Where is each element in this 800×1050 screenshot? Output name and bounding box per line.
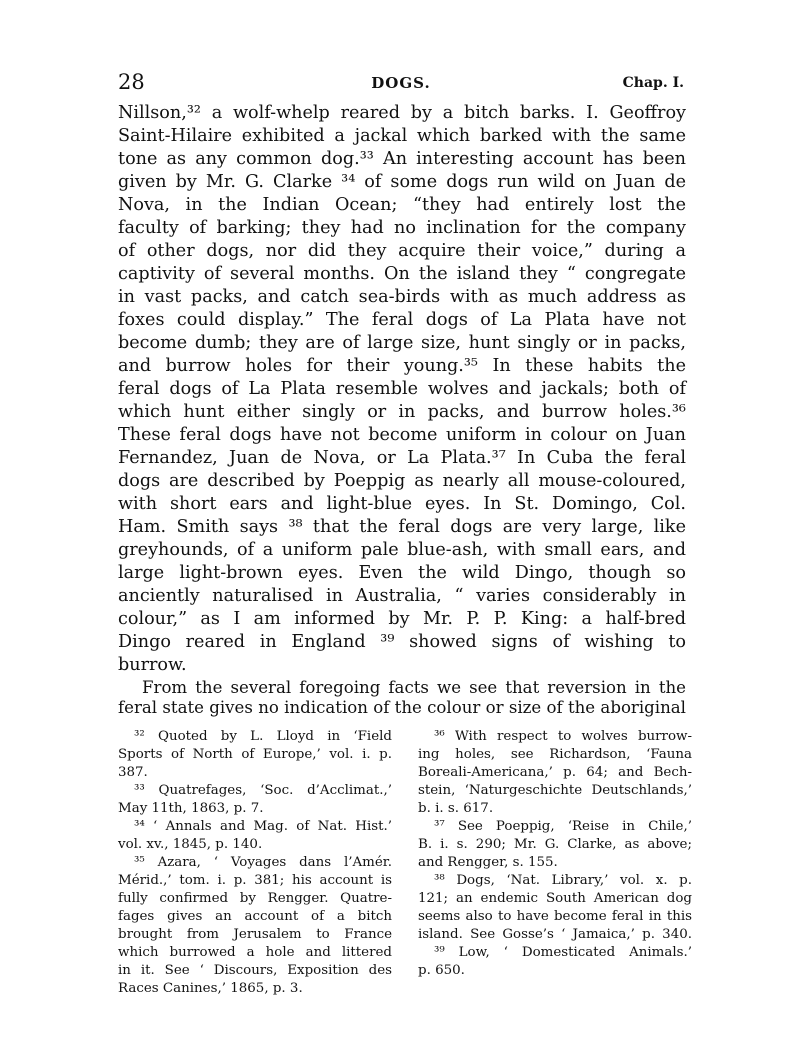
footnote-line: ³² Quoted by L. Lloyd in ‘Field xyxy=(134,729,392,744)
footnote-line: ³⁶ With respect to wolves burrow- xyxy=(434,729,692,744)
text-line: captivity of several months. On the island they “ congregate xyxy=(118,264,686,284)
footnotes-left-column xyxy=(118,728,392,998)
footnote-line: p. 650. xyxy=(418,963,465,978)
text-line: burrow. xyxy=(118,655,187,675)
footnote-line: ³⁴ ‘ Annals and Mag. of Nat. Hist.’ xyxy=(134,819,392,834)
text-line: which hunt either singly or in packs, and burrow holes.³⁶ xyxy=(118,402,686,422)
text-line: colour,” as I am informed by Mr. P. P. King: a half-bred xyxy=(118,609,686,629)
footnote-line: fages gives an account of a bitch xyxy=(118,909,392,924)
footnote-line: b. i. s. 617. xyxy=(418,801,494,816)
text-line: large light-brown eyes. Even the wild Dingo, though so xyxy=(118,563,686,583)
footnote-line: brought from Jerusalem to France xyxy=(118,927,392,942)
footnote-line: 121; an endemic South American dog xyxy=(418,891,692,906)
page-number: 28 xyxy=(118,70,145,94)
footnote-line: fully confirmed by Rengger. Quatre- xyxy=(118,891,392,906)
footnote-line: ³³ Quatrefages, ‘Soc. d’Acclimat.,’ xyxy=(134,783,392,798)
text-line: Fernandez, Juan de Nova, or La Plata.³⁷ In Cuba the feral xyxy=(118,448,686,468)
footnote-line: in it. See ‘ Discours, Exposition des xyxy=(118,963,392,978)
footnote-line: Sports of North of Europe,’ vol. i. p. xyxy=(118,747,392,762)
text-line: From the several foregoing facts we see that reversion in the xyxy=(142,678,686,697)
text-line: feral state gives no indication of the colour or size of the aboriginal xyxy=(118,698,686,717)
footnote-line: seems also to have become feral in this xyxy=(418,909,692,924)
page-header xyxy=(118,70,684,100)
footnote-line: ³⁹ Low, ‘ Domesticated Animals.’ xyxy=(434,945,692,960)
text-line: Ham. Smith says ³⁸ that the feral dogs are very large, like xyxy=(118,517,686,537)
text-line: in vast packs, and catch sea-birds with as much address as xyxy=(118,287,686,307)
text-line: anciently naturalised in Australia, “ varies considerably in xyxy=(118,586,686,606)
text-line: greyhounds, of a uniform pale blue-ash, with small ears, and xyxy=(118,540,686,560)
footnote-line: Races Canines,’ 1865, p. 3. xyxy=(118,981,303,996)
text-line: of other dogs, nor did they acquire their voice,” during a xyxy=(118,241,686,261)
footnote-line: ³⁵ Azara, ‘ Voyages dans l’Amér. xyxy=(134,855,392,870)
footnote-line: Boreali-Americana,’ p. 64; and Bech- xyxy=(418,765,692,780)
footnote-line: May 11th, 1863, p. 7. xyxy=(118,801,264,816)
text-line: with short ears and light-blue eyes. In St. Domingo, Col. xyxy=(118,494,686,514)
main-paragraph xyxy=(118,102,686,677)
footnote-line: which burrowed a hole and littered xyxy=(118,945,392,960)
text-line: given by Mr. G. Clarke ³⁴ of some dogs run wild on Juan de xyxy=(118,172,686,192)
chapter-label: Chap. I. xyxy=(622,75,684,91)
text-line: Saint-Hilaire exhibited a jackal which barked with the same xyxy=(118,126,686,146)
text-line: Dingo reared in England ³⁹ showed signs of wishing to xyxy=(118,632,686,652)
text-line: faculty of barking; they had no inclination for the company xyxy=(118,218,686,238)
footnote-line: 387. xyxy=(118,765,148,780)
text-line: become dumb; they are of large size, hunt singly or in packs, xyxy=(118,333,686,353)
footnote-line: island. See Gosse’s ‘ Jamaica,’ p. 340. xyxy=(418,927,692,942)
text-line: foxes could display.” The feral dogs of La Plata have not xyxy=(118,310,686,330)
footnote-line: vol. xv., 1845, p. 140. xyxy=(118,837,263,852)
running-title: DOGS. xyxy=(371,74,431,92)
text-line: tone as any common dog.³³ An interesting account has been xyxy=(118,149,686,169)
text-line: Nillson,³² a wolf-whelp reared by a bitch barks. I. Geoffroy xyxy=(118,103,686,123)
footnote-line: ³⁷ See Poeppig, ‘Reise in Chile,’ xyxy=(434,819,692,834)
text-line: dogs are described by Poeppig as nearly all mouse-coloured, xyxy=(118,471,686,491)
second-paragraph xyxy=(118,678,686,718)
footnotes-right-column xyxy=(418,728,692,980)
footnote-line: ing holes, see Richardson, ‘Fauna xyxy=(418,747,692,762)
footnotes xyxy=(118,728,692,996)
footnote-line: ³⁸ Dogs, ‘Nat. Library,’ vol. x. p. xyxy=(434,873,692,888)
footnote-line: Mérid.,’ tom. i. p. 381; his account is xyxy=(118,873,392,888)
footnote-line: stein, ‘Naturgeschichte Deutschlands,’ xyxy=(418,783,692,798)
footnote-line: B. i. s. 290; Mr. G. Clarke, as above; xyxy=(418,837,692,852)
text-line: These feral dogs have not become uniform in colour on Juan xyxy=(118,425,686,445)
text-line: feral dogs of La Plata resemble wolves and jackals; both of xyxy=(118,379,686,399)
text-line: Nova, in the Indian Ocean; “they had entirely lost the xyxy=(118,195,686,215)
footnote-line: and Rengger, s. 155. xyxy=(418,855,558,870)
text-line: and burrow holes for their young.³⁵ In these habits the xyxy=(118,356,686,376)
